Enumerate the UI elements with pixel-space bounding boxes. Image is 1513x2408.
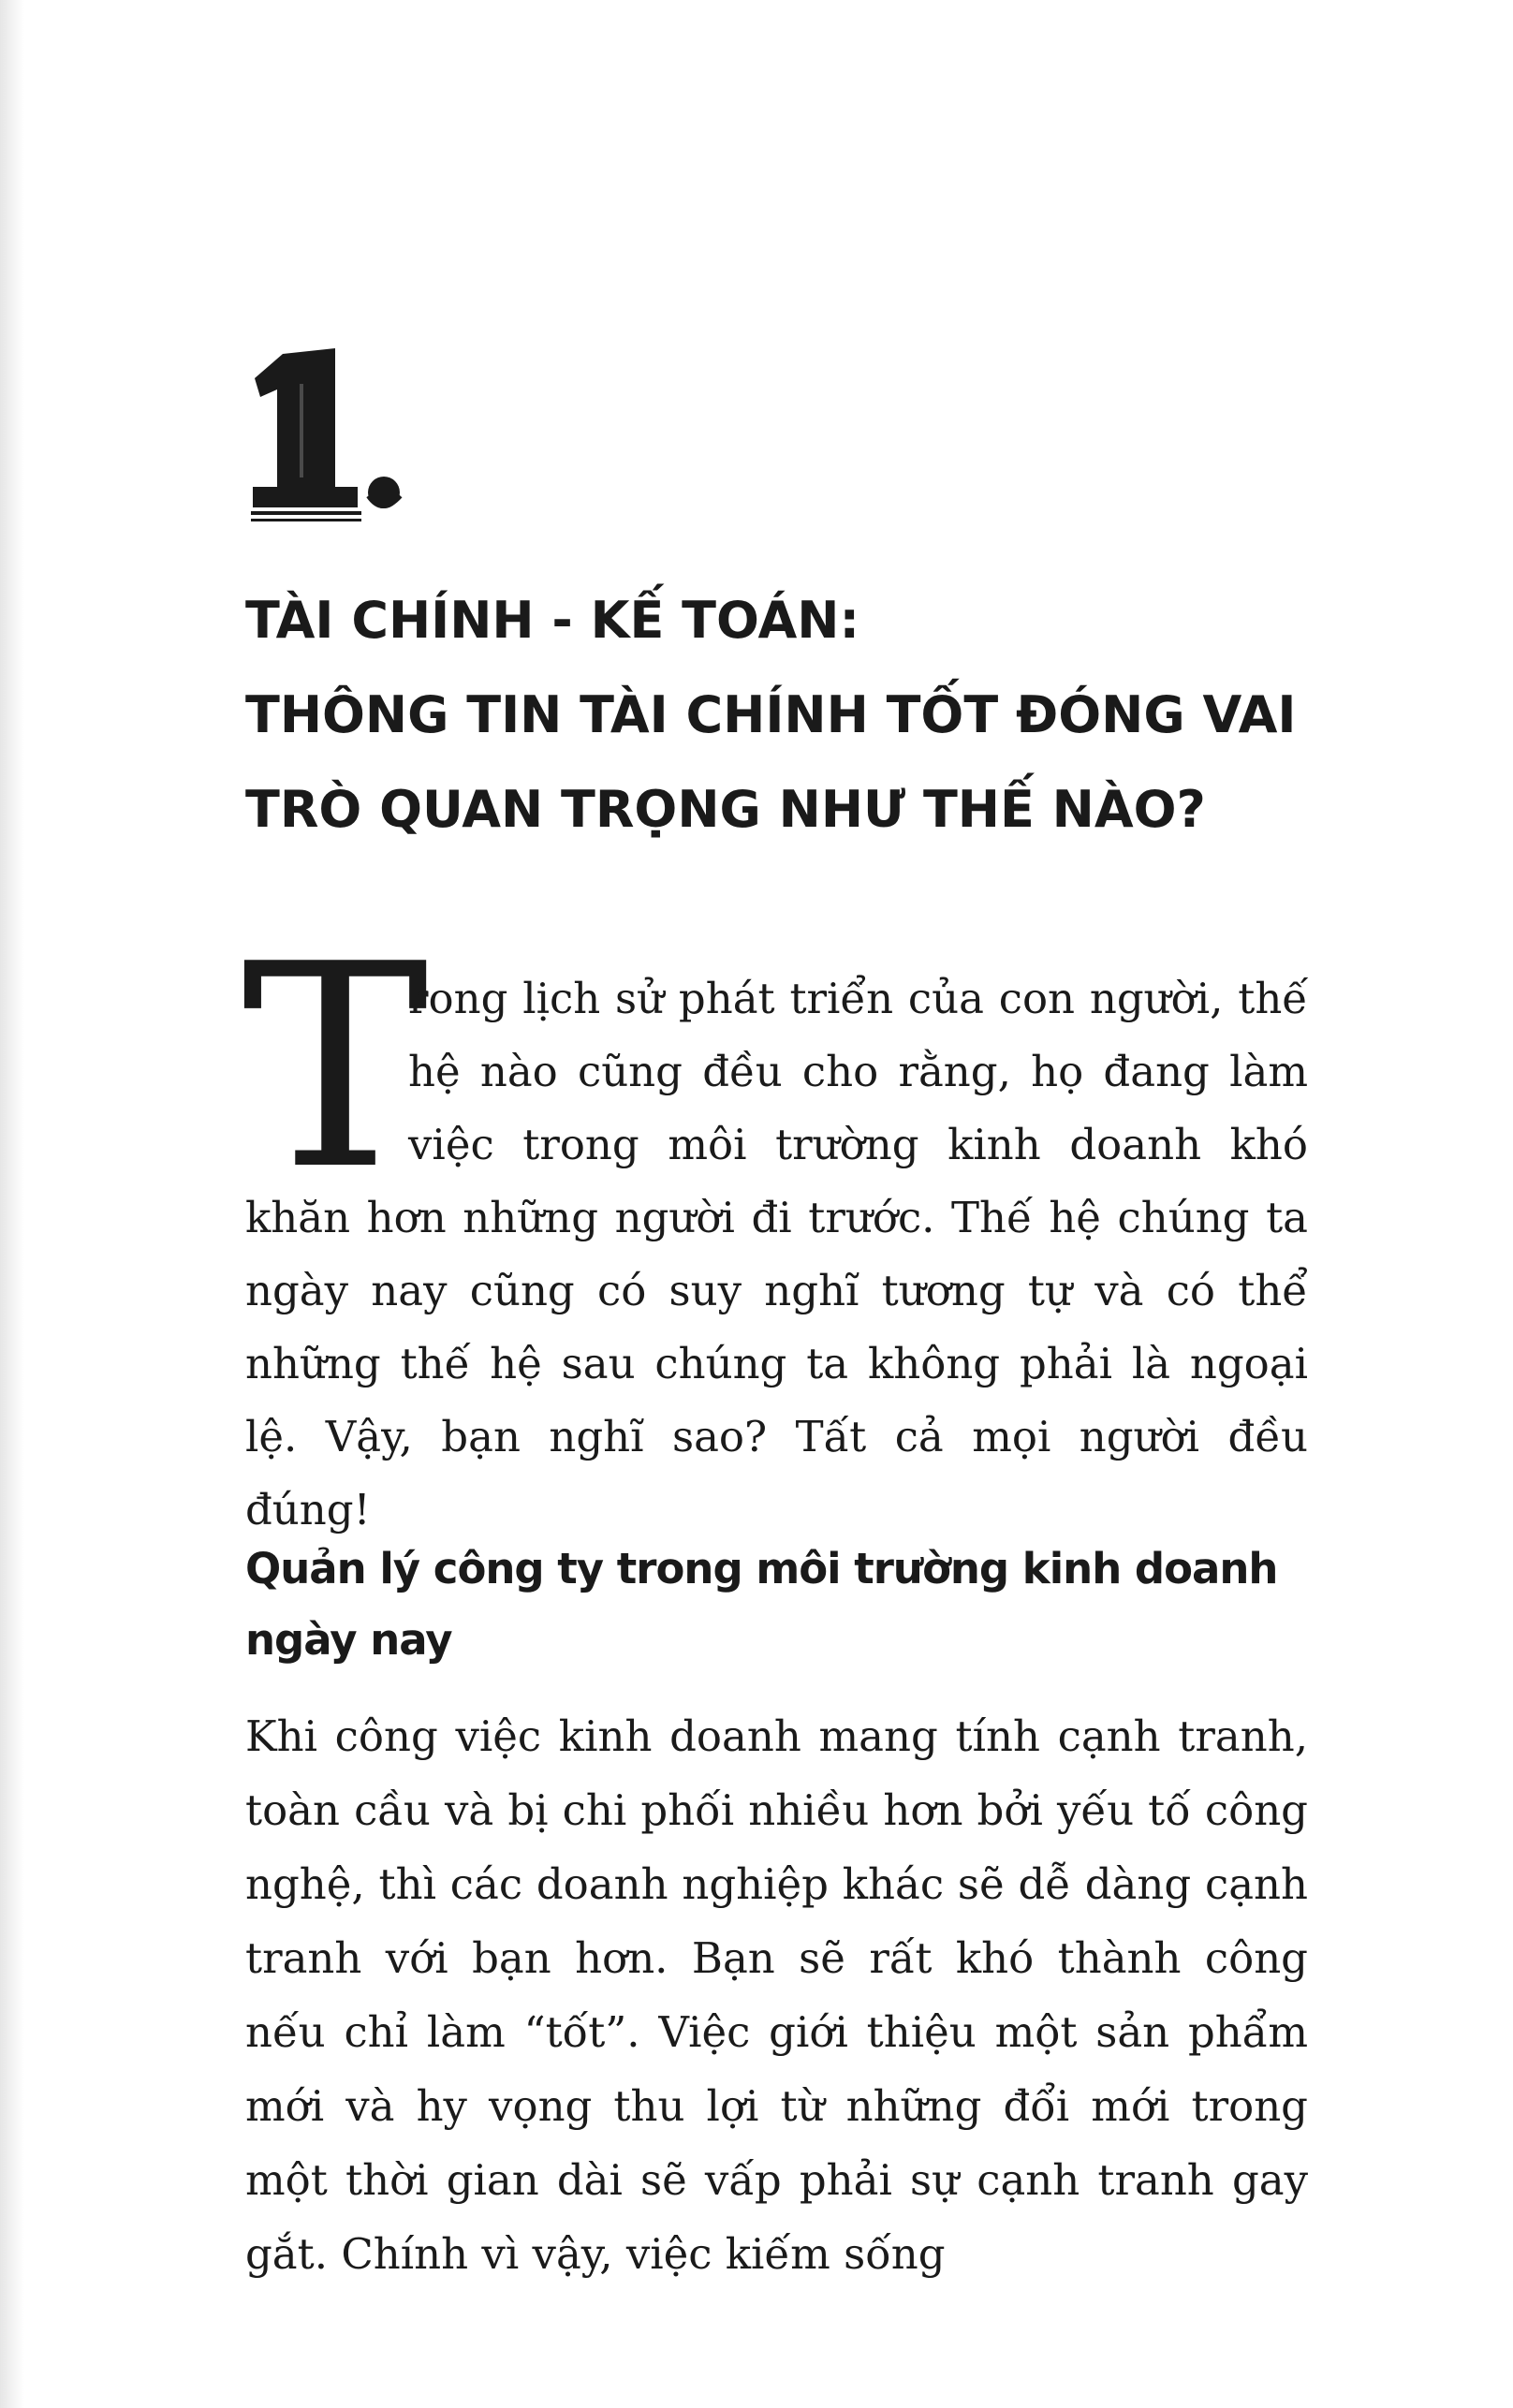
page-spine-shadow (0, 0, 24, 2408)
chapter-title-line: THÔNG TIN TÀI CHÍNH TỐT ĐÓNG VAI (245, 685, 1297, 744)
svg-text:1.: 1. (245, 346, 246, 347)
chapter-title-line: TÀI CHÍNH - KẾ TOÁN: (245, 591, 860, 650)
chapter-number-graphic (245, 346, 404, 524)
chapter-title (245, 573, 1322, 857)
chapter-number (245, 346, 404, 524)
intro-text: rong lịch sử phát triển của con người, thế hệ nào cũng đều cho rằng, họ đang làm việc trong môi trường kinh doanh khó khăn hơn những người đi trước. Thế hệ chúng ta ngày nay cũng có suy nghĩ tương tự và có thể những thế hệ sau chúng ta không phải là ngoại lệ. Vậy, bạn nghĩ sao? Tất cả mọi người đều đúng! (245, 974, 1308, 1534)
section-heading: Quản lý công ty trong môi trường kinh doanh ngày nay (245, 1544, 1278, 1665)
chapter-title-line: TRÒ QUAN TRỌNG NHƯ THẾ NÀO? (245, 780, 1206, 839)
drop-cap: T (242, 904, 430, 1231)
section-paragraph: Khi công việc kinh doanh mang tính cạnh tranh, toàn cầu và bị chi phối nhiều hơn bởi yếu tố công nghệ, thì các doanh nghiệp khác sẽ dễ dàng cạnh tranh với bạn hơn. Bạn sẽ rất khó thành công nếu chỉ làm “tốt”. Việc giới thiệu một sản phẩm mới và hy vọng thu lợi từ những đổi mới trong một thời gian dài sẽ vấp phải sự cạnh tranh gay gắt. Chính vì vậy, việc kiếm sống (245, 1711, 1308, 2279)
intro-paragraph (242, 904, 1308, 1547)
